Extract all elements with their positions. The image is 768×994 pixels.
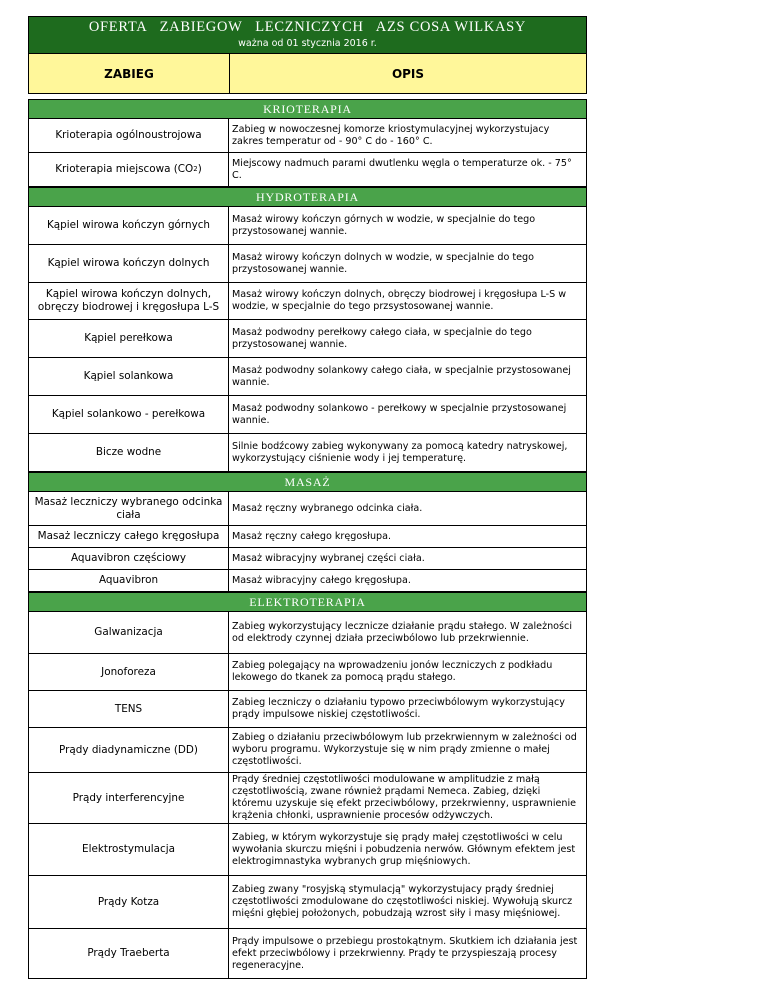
treatment-description: Zabieg zwany "rosyjską stymulacją" wykorzystujacy prądy średniej częstotliwości zmodulowane do częstotliwości niskiej. Wywołują skurcz mięśni głębiej położonych, pobudzają wzrost siły i masy mięśniowej. [232, 884, 573, 919]
treatment-description: Masaż podwodny solankowy całego ciała, w specjalnie przystosowanej wannie. [232, 364, 571, 388]
treatment-description: Zabieg o działaniu przeciwbólowym lub przekrwiennym w zależności od wyboru programu. Wykorzystuje się w nim prądy zmienne o małej częstotliwości. [232, 732, 577, 767]
section-title-hydroterapia: HYDROTERAPIA [28, 187, 587, 207]
section-title-krioterapia: KRIOTERAPIA [28, 99, 587, 119]
treatment-name: Prądy Traeberta [29, 929, 229, 978]
table-row [28, 612, 587, 654]
table-row [28, 824, 587, 876]
table-row [28, 876, 587, 929]
section-title-masaz: MASAŻ [28, 472, 587, 492]
treatment-description: Zabieg leczniczy o działaniu typowo przeciwbólowym wykorzystujący prądy impulsowe niskiej częstotliwości. [232, 697, 565, 720]
treatment-name [29, 153, 229, 186]
treatment-name: Bicze wodne [29, 434, 229, 471]
treatment-name: Galwanizacja [29, 612, 229, 653]
section-title-elektroterapia: ELEKTROTERAPIA [28, 592, 587, 612]
treatment-description: Masaż wirowy kończyn dolnych, obręczy biodrowej i kręgosłupa L-S w wodzie, w specjalnie do tego przsystosowanej wannie. [232, 289, 567, 312]
table-row [28, 526, 587, 548]
table-row [28, 119, 587, 153]
treatment-name: Elektrostymulacja [29, 824, 229, 875]
treatment-description: Masaż ręczny wybranego odcinka ciała. [232, 502, 423, 514]
treatment-description: Miejscowy nadmuch parami dwutlenku węgla o temperaturze ok. - 75° C. [232, 157, 572, 181]
treatment-description: Prądy impulsowe o przebiegu prostokątnym. Skutkiem ich działania jest efekt przeciwbólowy i przekrwienny. Prądy te przyspieszają procesy regeneracyjne. [232, 935, 578, 971]
treatment-name: Jonoforeza [29, 654, 229, 690]
treatment-name: Kąpiel solankowo - perełkowa [29, 396, 229, 433]
table-row [28, 283, 587, 320]
treatment-description: Zabieg, w którym wykorzystuje się prądy małej częstotliwości w celu wywołania skurczu mięśni i pobudzenia nerwów. Głównym efektem jest elektrogimnastyka wybranych grup mięśniowych. [232, 831, 576, 867]
table-row [28, 396, 587, 434]
treatment-name: Krioterapia ogólnoustrojowa [29, 119, 229, 152]
table-row [28, 548, 587, 570]
table-row [28, 570, 587, 592]
document-title: OFERTA ZABIEGOW LECZNICZYCH AZS COSA WILKASY [88, 19, 527, 35]
treatment-description: Masaż podwodny perełkowy całego ciała, w specjalnie do tego przystosowanej wannie. [232, 326, 532, 350]
treatment-description: Prądy średniej częstotliwości modulowane w amplitudzie z małą częstotliwością, zwane również prądami Nemeca. Zabieg, dzięki któremu uzyskuje się efekt przeciwbólowy, przekrwienny, usprawnienie krążenia chłonki, usprawnienie procesów odżywczych. [232, 774, 577, 821]
table-row [28, 434, 587, 472]
validity-subtitle: ważna od 01 stycznia 2016 r. [238, 38, 377, 49]
column-header-row [28, 54, 587, 94]
table-row [28, 773, 587, 824]
treatment-name: Aquavibron [29, 570, 229, 591]
table-row [28, 245, 587, 283]
table-row [28, 153, 587, 187]
table-row [28, 358, 587, 396]
treatment-description: Silnie bodźcowy zabieg wykonywany za pomocą katedry natryskowej, wykorzystujący ciśnienie wody i jej temperaturę. [232, 440, 568, 464]
column-header-opis: OPIS [391, 66, 425, 81]
treatment-name-subscript: 2 [193, 165, 198, 173]
table-row [28, 654, 587, 691]
treatment-description: Masaż wibracyjny całego kręgosłupa. [232, 574, 411, 586]
treatment-description: Masaż ręczny całego kręgosłupa. [232, 530, 392, 542]
treatment-description: Zabieg wykorzystujący lecznicze działanie prądu stałego. W zależności od elektrody czynnej działa przeciwbólowo lub przekrwiennie. [232, 620, 572, 644]
treatment-name: Kąpiel solankowa [29, 358, 229, 395]
treatment-description: Zabieg w nowoczesnej komorze kriostymulacyjnej wykorzystujacy zakres temperatur od - 90° C do - 160° C. [232, 123, 550, 147]
treatment-name-suffix: ) [197, 163, 202, 175]
treatment-description: Zabieg polegający na wprowadzeniu jonów leczniczych z podkładu lekowego do tkanek za pomocą prądu stałego. [232, 660, 553, 683]
treatment-name: Prądy Kotza [29, 876, 229, 928]
table-row [28, 492, 587, 526]
treatment-description: Masaż wirowy kończyn dolnych w wodzie, w specjalnie do tego przystosowanej wannie. [232, 251, 534, 275]
treatment-name: TENS [29, 691, 229, 727]
treatment-name: Kąpiel wirowa kończyn dolnych [29, 245, 229, 282]
treatment-name: Kąpiel wirowa kończyn dolnych, obręczy biodrowej i kręgosłupa L-S [29, 283, 229, 319]
treatment-name: Masaż leczniczy wybranego odcinka ciała [29, 492, 229, 525]
column-header-zabieg: ZABIEG [29, 54, 230, 93]
table-row [28, 207, 587, 245]
table-row [28, 691, 587, 728]
table-row [28, 320, 587, 358]
table-row [28, 929, 587, 979]
treatment-name: Prądy diadynamiczne (DD) [29, 728, 229, 772]
title-band [28, 16, 587, 54]
treatment-name: Prądy interferencyjne [29, 773, 229, 823]
treatment-name-text: Krioterapia miejscowa (CO [55, 163, 194, 175]
treatment-description: Masaż podwodny solankowo - perełkowy w specjalnie przystosowanej wannie. [232, 402, 567, 426]
treatment-name: Masaż leczniczy całego kręgosłupa [29, 526, 229, 547]
treatment-name: Kąpiel perełkowa [29, 320, 229, 357]
treatment-description: Masaż wirowy kończyn górnych w wodzie, w specjalnie do tego przystosowanej wannie. [232, 213, 536, 237]
treatment-name: Kąpiel wirowa kończyn górnych [29, 207, 229, 244]
table-row [28, 728, 587, 773]
treatment-description: Masaż wibracyjny wybranej części ciała. [232, 552, 425, 564]
treatment-name: Aquavibron częściowy [29, 548, 229, 569]
price-list-table [28, 16, 587, 979]
